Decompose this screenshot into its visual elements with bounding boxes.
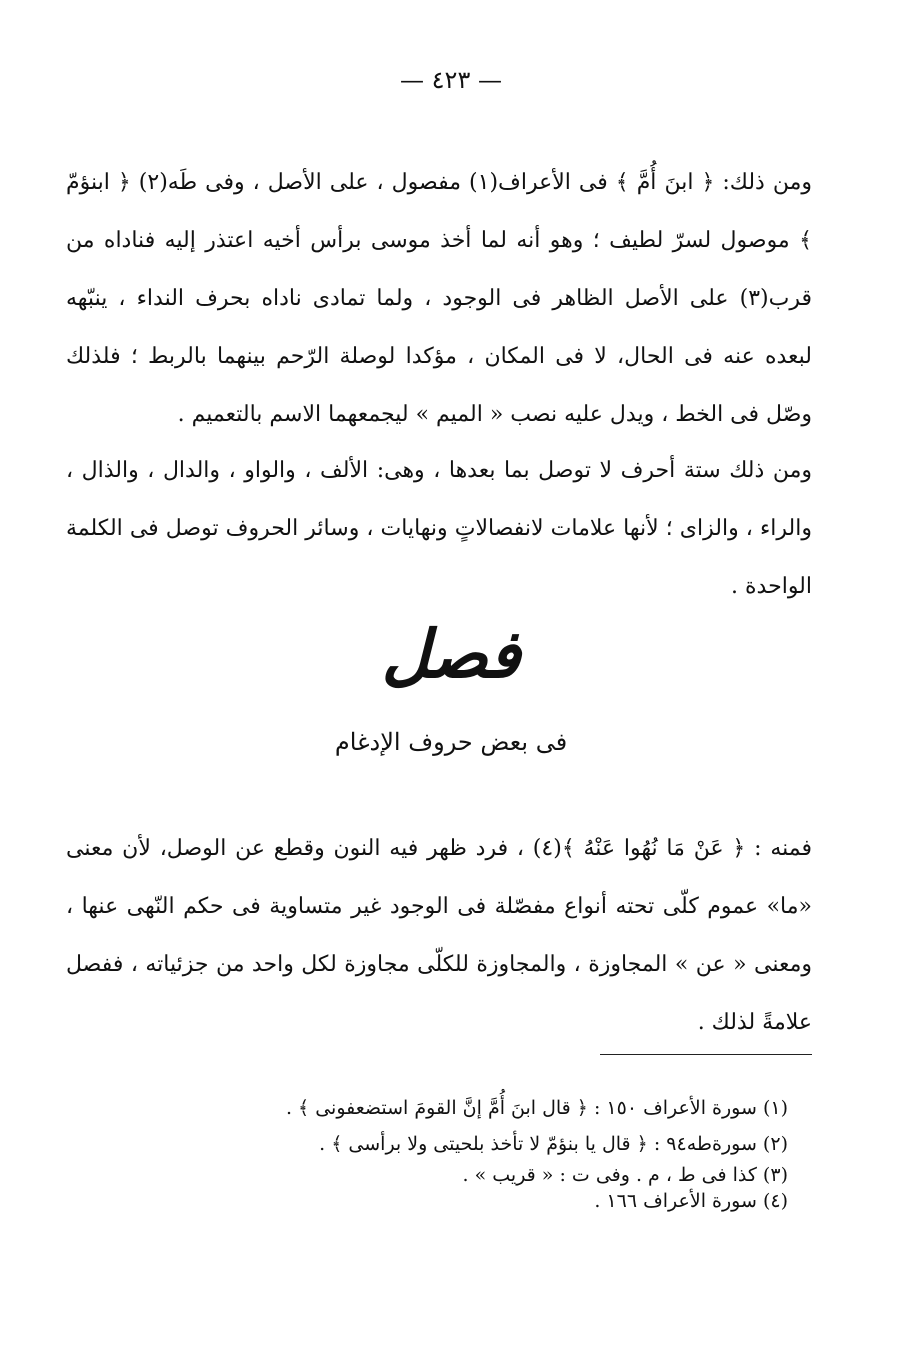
page-number: — ٤٢٣ — bbox=[400, 66, 502, 94]
footnote-4: (٤) سورة الأعراف ١٦٦ . bbox=[594, 1190, 788, 1212]
section-heading: فصل bbox=[381, 615, 521, 693]
paragraph-an-ma: فمنه : ﴿ عَنْ مَا نُهُوا عَنْهُ ﴾(٤) ، فرد ظهر فيه النون وقطع عن الوصل، لأن معنى «ما» عموم كلّى تحته أنواع مفصّلة فى الوجود غير متساوية فى حكم النّهى عنها ، ومعنى « عن » المجاوزة ، والمجاوزة للكلّى مجاوزة لكل واحد من جزئياته ، ففصل علامةً لذلك . bbox=[66, 836, 812, 1035]
footnotes bbox=[120, 1090, 788, 1214]
paragraph-six-letters: ومن ذلك ستة أحرف لا توصل بما بعدها ، وهى: الألف ، والواو ، والدال ، والذال ، والراء ، والزاى ؛ لأنها علامات لانفصالاتٍ ونهايات ، وسائر الحروف توصل فى الكلمة الواحدة . bbox=[66, 458, 812, 599]
footnote-divider bbox=[600, 1054, 812, 1055]
footnote-2: (٢) سورةطه٩٤ : ﴿ قال يا بنؤمّ لا تأخذ بلحيتى ولا برأسى ﴾ . bbox=[319, 1133, 788, 1155]
section-subtitle: فى بعض حروف الإدغام bbox=[334, 728, 568, 756]
paragraph-connected-words: ومن ذلك: ﴿ ابنَ أُمَّ ﴾ فى الأعراف(١) مفصول ، على الأصل ، وفى طَه(٢) ﴿ ابنؤمّ ﴾ موصول لسرّ لطيف ؛ وهو أنه لما أخذ موسى برأس أخيه اعتذر إليه فناداه من قرب(٣) على الأصل الظاهر فى الوجود ، ولما تمادى ناداه بحرف النداء ، ينبّهه لبعده عنه فى الحال، لا فى المكان ، مؤكدا لوصلة الرّحم بينهما بالربط ؛ فلذلك وصّل فى الخط ، ويدل عليه نصب « الميم » ليجمعهما الاسم بالتعميم . bbox=[66, 170, 812, 427]
footnote-3: (٣) كذا فى ط ، م . وفى ت : « قريب » . bbox=[462, 1164, 788, 1186]
footnote-1: (١) سورة الأعراف ١٥٠ : ﴿ قال ابنَ أُمَّ إنَّ القومَ استضعفونى ﴾ . bbox=[285, 1097, 788, 1119]
